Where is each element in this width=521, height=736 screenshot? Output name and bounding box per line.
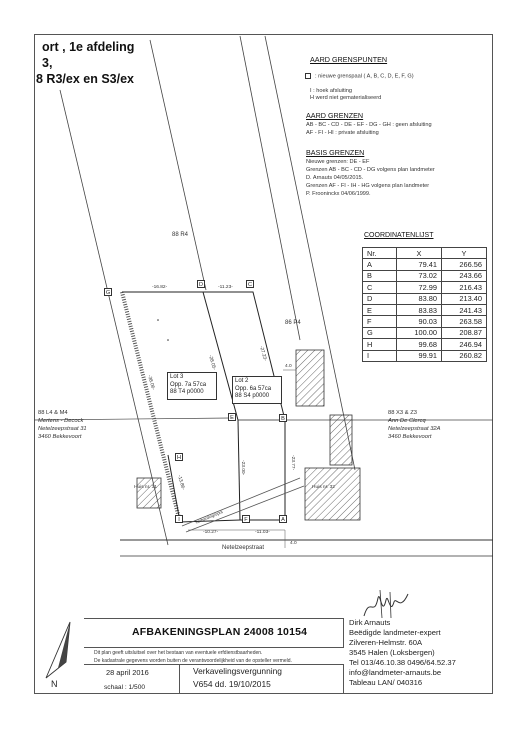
right-parcel-line: 3460 Bekkevoort [388, 434, 432, 440]
point-id: D [363, 293, 397, 304]
left-parcel-line: Netelzeepstraat 31 [38, 426, 87, 432]
y-value: 243.66 [442, 270, 487, 281]
dimension-if: -10.27- [203, 530, 219, 535]
surveyor-line: Dirk Arnauts [349, 618, 391, 627]
permit-line: Verkavelingsvergunning [193, 666, 282, 676]
driveway-label: verharding/oprit [194, 509, 224, 525]
coordinates-header: Nr. [363, 248, 397, 259]
point-id: B [363, 270, 397, 281]
marker-dot [167, 339, 169, 341]
basis-legend-item: D. Arnauts 04/05/2015. [306, 175, 364, 181]
surveyor-line: info@landmeter-arnauts.be [349, 668, 442, 677]
point-label-b: B [279, 414, 287, 422]
dimension-gh: -38.06- [146, 374, 156, 391]
dimension-offset: 4.0 [290, 541, 297, 546]
plan-date: 28 april 2016 [106, 668, 149, 677]
y-value: 208.87 [442, 327, 487, 338]
y-value: 260.82 [442, 350, 487, 361]
north-arrow-icon [36, 618, 82, 694]
dimension-dc: -11.23- [218, 285, 233, 290]
dimension-gd: -16.82- [152, 285, 168, 290]
y-value: 263.58 [442, 316, 487, 327]
header-line-3: 8 R3/ex en S3/ex [36, 72, 134, 86]
x-value: 83.83 [397, 304, 442, 315]
borders-legend-item: AB - BC - CD - DE - EF - DG - GH : geen afsluiting [306, 122, 432, 128]
surveyor-line: Tableau LAN/ 040316 [349, 678, 423, 687]
lot-area: Opp. 6a 57ca [235, 385, 272, 392]
dimension-ba: -23.77- [290, 455, 295, 471]
parcel-label-p4: 86 P4 [285, 320, 301, 326]
left-parcel-line: 88 L4 & M4 [38, 410, 68, 416]
borders-legend-item: AF - FI - HI : private afsluiting [306, 130, 379, 136]
x-value: 99.68 [397, 339, 442, 350]
point-label-h: H [176, 455, 182, 461]
lot-cadastral-id: 88 T4 p0000 [170, 389, 204, 396]
basis-legend-title: BASIS GRENZEN [306, 148, 365, 157]
points-legend-item: H werd niet gematerialiseerd [310, 95, 382, 101]
building-right [330, 415, 352, 465]
x-value: 73.02 [397, 270, 442, 281]
building-right [305, 468, 360, 520]
surveyor-line: 3545 Halen (Loksbergen) [349, 648, 435, 657]
lot-3-label [167, 372, 217, 400]
cadastral-line [60, 90, 168, 545]
lot-name: Lot 2 [235, 378, 249, 384]
building-right [296, 350, 324, 406]
borders-legend-title: AARD GRENZEN [306, 111, 364, 120]
x-value: 83.80 [397, 293, 442, 304]
coordinates-title: COORDINATENLIJST [364, 232, 434, 239]
header-line-1: ort , 1e afdeling [42, 40, 135, 54]
right-parcel-line: Ann De Clercq [388, 418, 426, 424]
point-id: E [363, 304, 397, 315]
parcel-label-r4: 88 R4 [172, 232, 189, 238]
x-value: 90.03 [397, 316, 442, 327]
y-value: 266.56 [442, 259, 487, 270]
basis-legend-item: P. Frooninckx 04/06/1999. [306, 191, 371, 197]
house-label-left: Huis nr. 31 [134, 485, 157, 490]
point-label-i: I [175, 515, 183, 523]
x-value: 72.99 [397, 282, 442, 293]
lot-area: Opp. 7a 57ca [170, 381, 207, 388]
signature-icon [360, 588, 412, 622]
y-value: 216.43 [442, 282, 487, 293]
permit-line: V654 dd. 19/10/2015 [193, 679, 271, 689]
footer-note: De kadastrale gegevens worden buiten de verantwoordelijkheid van de opsteller vermeld. [94, 658, 292, 664]
dimension-de: -28.05- [207, 354, 217, 371]
point-id: C [363, 282, 397, 293]
lot-cadastral-id: 88 S4 p0000 [235, 393, 270, 400]
point-id: F [363, 316, 397, 327]
point-id: G [363, 327, 397, 338]
points-legend-title: AARD GRENSPUNTEN [310, 55, 388, 64]
building-left [137, 478, 161, 508]
dimension-fa: -11.03- [255, 530, 270, 535]
y-value: 213.40 [442, 293, 487, 304]
points-legend-item: : nieuwe grenspaal ( A, B, C, D, E, F, G) [305, 73, 414, 80]
basis-legend-item: Nieuwe grenzen: DE - EF [306, 159, 370, 165]
basis-legend-item: Grenzen AF - FI - IH - HG volgens plan landmeter [306, 183, 430, 189]
x-value: 99.91 [397, 350, 442, 361]
lot-2-label [232, 376, 282, 404]
coordinates-header: Y [442, 248, 487, 259]
surveyor-line: Beëdigde landmeter-expert [349, 628, 441, 637]
marker-dot [157, 319, 159, 321]
right-parcel-line: 88 X3 & Z3 [388, 410, 418, 416]
surveyor-line: Tel 013/46.10.38 0496/64.52.37 [349, 658, 456, 667]
cadastral-line [150, 40, 206, 290]
lot-name: Lot 3 [170, 374, 184, 380]
header-line-2: 3, [42, 56, 53, 70]
plan-scale: schaal : 1/500 [104, 684, 146, 691]
point-id: I [363, 350, 397, 361]
house-label-right: Huis nr. 32 [312, 485, 335, 490]
basis-legend-item: Grenzen AB - BC - CD - DG volgens plan landmeter [306, 167, 435, 173]
dimension-ef: -23.00- [240, 460, 245, 476]
point-label-d: D [198, 282, 204, 288]
point-label-c: C [247, 282, 253, 288]
street-name: Netelzeepstraat [222, 545, 265, 551]
y-value: 246.94 [442, 339, 487, 350]
point-label-e: E [228, 413, 236, 421]
points-legend-item: I : hoek afsluiting [310, 88, 352, 94]
point-id: A [363, 259, 397, 270]
point-label-g: G [105, 290, 111, 296]
surveyor-line: Zilveren-Helmstr. 60A [349, 638, 423, 647]
north-label: N [51, 679, 58, 689]
point-label-a: A [279, 515, 287, 523]
plan-title: AFBAKENINGSPLAN 24008 10154 [132, 626, 308, 638]
left-parcel-line: Mertens - Decock [38, 418, 84, 424]
dimension-hi: -13.86- [176, 474, 186, 491]
footer-note: Dit plan geeft uitsluitsel over het bestaan van eventuele erfdienstbaarheden. [94, 650, 263, 656]
right-parcel-line: Netelzeepstraat 32A [388, 426, 441, 432]
dimension-cb: -27.23- [258, 345, 268, 362]
y-value: 241.43 [442, 304, 487, 315]
point-id: H [363, 339, 397, 350]
x-value: 100.00 [397, 327, 442, 338]
dimension-offset: 4.0 [285, 364, 292, 369]
left-parcel-line: 3460 Bekkevoort [38, 434, 82, 440]
x-value: 79.41 [397, 259, 442, 270]
coordinates-header: X [397, 248, 442, 259]
cadastral-line [240, 36, 300, 340]
point-label-f: F [242, 515, 250, 523]
driveway-line [186, 486, 304, 532]
